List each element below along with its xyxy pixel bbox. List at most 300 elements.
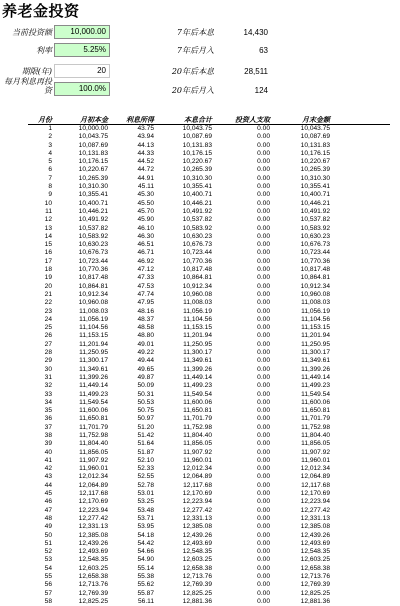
table-cell: 10,912.34 — [300, 282, 330, 290]
table-cell: 0.00 — [257, 133, 270, 141]
table-row — [0, 316, 400, 324]
table-cell: 0.00 — [257, 249, 270, 257]
table-cell: 11,449.14 — [79, 382, 108, 390]
table-cell: 11,250.95 — [183, 340, 212, 348]
table-cell: 42 — [44, 465, 52, 473]
table-cell: 12,548.35 — [182, 548, 212, 556]
table-cell: 12,170.69 — [300, 490, 330, 498]
y20-monthly-value: 124 — [254, 86, 268, 95]
table-row — [0, 349, 400, 357]
table-cell: 7 — [48, 174, 52, 182]
table-cell: 51.42 — [137, 431, 154, 439]
table-cell: 50.09 — [137, 382, 154, 390]
table-cell: 35 — [44, 407, 52, 415]
table-cell: 4 — [48, 149, 52, 157]
table-cell: 25 — [44, 324, 52, 332]
table-cell: 48 — [44, 514, 52, 522]
table-row — [0, 515, 400, 523]
table-cell: 44.91 — [137, 174, 154, 182]
table-cell: 12,825.25 — [300, 589, 330, 597]
table-cell: 10,817.48 — [78, 274, 108, 282]
table-row — [0, 573, 400, 581]
table-cell: 12,769.39 — [182, 581, 212, 589]
table-cell: 12 — [44, 216, 52, 224]
table-cell: 12,548.35 — [78, 556, 108, 564]
table-cell: 49.44 — [137, 357, 154, 365]
table-cell: 10,537.82 — [78, 224, 108, 232]
table-cell: 49.22 — [137, 349, 154, 357]
y7-balance-value: 14,430 — [243, 28, 268, 37]
table-cell: 10,355.41 — [78, 191, 108, 199]
table-cell: 0.00 — [257, 431, 270, 439]
table-cell: 11,250.95 — [79, 349, 108, 357]
table-cell: 43.94 — [137, 133, 154, 141]
table-cell: 12,658.38 — [78, 573, 108, 581]
table-cell: 26 — [44, 332, 52, 340]
table-cell: 11,960.01 — [183, 456, 212, 464]
table-row — [0, 299, 400, 307]
table-cell: 10,043.75 — [182, 125, 212, 132]
table-cell: 47.95 — [137, 299, 154, 307]
table-cell: 10,087.69 — [182, 133, 212, 141]
table-row — [0, 175, 400, 183]
table-row — [0, 391, 400, 399]
table-cell: 0.00 — [257, 224, 270, 232]
table-cell: 10,265.39 — [78, 174, 108, 182]
table-cell: 12,385.08 — [78, 531, 108, 539]
table-cell: 10,310.30 — [300, 174, 330, 182]
table-cell: 58 — [44, 597, 52, 605]
table-cell: 45.30 — [137, 191, 154, 199]
table-cell: 45.70 — [137, 207, 154, 215]
table-cell: 0.00 — [257, 174, 270, 182]
table-cell: 12,603.25 — [300, 556, 330, 564]
table-cell: 46.71 — [137, 249, 154, 257]
column-header-interest: 利息所得 — [126, 115, 154, 124]
table-cell: 11 — [45, 207, 52, 215]
table-cell: 46.10 — [137, 224, 154, 232]
table-cell: 11,907.92 — [301, 448, 330, 456]
table-cell: 11,399.26 — [79, 373, 108, 381]
monthly-reinvest-input[interactable]: 100.0% — [54, 82, 110, 96]
table-cell: 12,331.13 — [78, 523, 108, 531]
table-cell: 0.00 — [257, 548, 270, 556]
table-cell: 0.00 — [257, 481, 270, 489]
table-cell: 11,856.05 — [79, 448, 108, 456]
table-cell: 53.95 — [137, 523, 154, 531]
table-cell: 11,449.14 — [301, 373, 330, 381]
table-cell: 11,056.19 — [183, 307, 212, 315]
table-cell: 11,752.98 — [301, 423, 330, 431]
table-cell: 12,223.94 — [78, 506, 108, 514]
table-cell: 10,220.67 — [182, 158, 212, 166]
table-cell: 10,310.30 — [78, 183, 108, 191]
table-cell: 11,300.17 — [183, 349, 212, 357]
table-cell: 10,817.48 — [300, 266, 330, 274]
y7-balance-label: 7年后本息 — [176, 28, 214, 37]
table-cell: 10,912.34 — [78, 290, 108, 298]
table-row — [0, 133, 400, 141]
table-cell: 12,713.76 — [300, 573, 330, 581]
table-cell: 11,549.54 — [79, 398, 108, 406]
table-cell: 57 — [44, 589, 52, 597]
period-input[interactable]: 20 — [54, 64, 110, 78]
table-cell: 12,277.42 — [78, 514, 108, 522]
table-row — [0, 366, 400, 374]
table-cell: 30 — [44, 365, 52, 373]
table-cell: 11,201.94 — [301, 332, 330, 340]
table-cell: 12,117.68 — [183, 481, 212, 489]
table-cell: 0.00 — [257, 125, 270, 132]
table-cell: 11,250.95 — [301, 340, 330, 348]
table-cell: 0.00 — [257, 149, 270, 157]
table-cell: 0.00 — [257, 282, 270, 290]
table-cell: 0.00 — [257, 415, 270, 423]
table-row — [0, 274, 400, 282]
table-cell: 33 — [44, 390, 52, 398]
table-cell: 52.10 — [137, 456, 154, 464]
table-row — [0, 225, 400, 233]
table-row — [0, 258, 400, 266]
table-cell: 12,769.39 — [78, 589, 108, 597]
table-cell: 10,630.23 — [78, 241, 108, 249]
table-cell: 12,223.94 — [182, 498, 212, 506]
table-row — [0, 473, 400, 481]
table-cell: 10,770.36 — [300, 257, 330, 265]
table-cell: 12,439.26 — [182, 531, 212, 539]
table-cell: 32 — [44, 382, 52, 390]
table-row — [0, 241, 400, 249]
table-cell: 43.75 — [137, 125, 154, 132]
table-cell: 48.37 — [137, 315, 154, 323]
table-cell: 11,701.79 — [79, 423, 108, 431]
table-cell: 10,220.67 — [300, 158, 330, 166]
table-cell: 0.00 — [257, 448, 270, 456]
table-cell: 39 — [44, 440, 52, 448]
table-row — [0, 324, 400, 332]
table-row — [0, 540, 400, 548]
table-cell: 11,856.05 — [301, 440, 330, 448]
column-header-month: 月份 — [38, 115, 52, 124]
table-cell: 12,385.08 — [182, 523, 212, 531]
period-label: 期限(年) — [21, 67, 52, 76]
table-cell: 41 — [44, 456, 52, 464]
schedule-table-body — [0, 125, 400, 606]
table-row — [0, 482, 400, 490]
table-cell: 3 — [48, 141, 52, 149]
table-cell: 0.00 — [257, 191, 270, 199]
table-cell: 11,300.17 — [79, 357, 108, 365]
table-cell: 54.18 — [137, 531, 154, 539]
table-cell: 29 — [44, 357, 52, 365]
table-row — [0, 158, 400, 166]
table-cell: 0.00 — [257, 307, 270, 315]
table-row — [0, 432, 400, 440]
table-cell: 5 — [48, 158, 52, 166]
table-row — [0, 308, 400, 316]
table-cell: 12,713.76 — [182, 573, 212, 581]
table-cell: 53.01 — [137, 490, 154, 498]
table-cell: 45 — [44, 490, 52, 498]
current-amount-label: 当前投资额 — [12, 28, 52, 37]
table-cell: 13 — [44, 224, 52, 232]
table-cell: 44.33 — [137, 149, 154, 157]
table-cell: 0.00 — [257, 498, 270, 506]
table-cell: 0.00 — [257, 257, 270, 265]
table-row — [0, 523, 400, 531]
table-cell: 0.00 — [257, 324, 270, 332]
table-cell: 10,491.92 — [78, 216, 108, 224]
table-cell: 11,349.61 — [183, 357, 212, 365]
table-cell: 10,310.30 — [182, 174, 212, 182]
table-cell: 10,400.71 — [300, 191, 330, 199]
table-cell: 54 — [44, 564, 52, 572]
table-cell: 0.00 — [257, 456, 270, 464]
table-cell: 12,825.25 — [78, 597, 108, 605]
table-cell: 0.00 — [257, 506, 270, 514]
table-cell: 0.00 — [257, 365, 270, 373]
table-cell: 20 — [44, 282, 52, 290]
table-row — [0, 449, 400, 457]
table-cell: 49.01 — [137, 340, 154, 348]
table-cell: 10,770.36 — [78, 266, 108, 274]
table-cell: 52 — [44, 548, 52, 556]
table-row — [0, 548, 400, 556]
table-cell: 10,960.08 — [182, 290, 212, 298]
table-cell: 53.25 — [137, 498, 154, 506]
table-cell: 11,856.05 — [183, 440, 212, 448]
table-cell: 12,064.89 — [78, 481, 108, 489]
table-cell: 18 — [44, 266, 52, 274]
table-cell: 11,499.23 — [301, 382, 330, 390]
table-cell: 38 — [44, 431, 52, 439]
table-cell: 12,385.08 — [300, 523, 330, 531]
table-cell: 11,153.15 — [183, 324, 212, 332]
table-cell: 11,752.98 — [79, 431, 108, 439]
table-cell: 10,537.82 — [300, 216, 330, 224]
table-cell: 44.52 — [137, 158, 154, 166]
table-row — [0, 399, 400, 407]
table-row — [0, 142, 400, 150]
table-cell: 0.00 — [257, 490, 270, 498]
table-cell: 50 — [44, 531, 52, 539]
table-cell: 51.64 — [137, 440, 154, 448]
table-cell: 10,220.67 — [78, 166, 108, 174]
table-cell: 24 — [44, 315, 52, 323]
column-header-opening-principal: 月初本金 — [80, 115, 108, 124]
table-cell: 10,176.15 — [78, 158, 108, 166]
table-row — [0, 382, 400, 390]
table-row — [0, 424, 400, 432]
table-cell: 0.00 — [257, 357, 270, 365]
table-cell: 12,064.89 — [300, 473, 330, 481]
table-cell: 10,676.73 — [300, 241, 330, 249]
table-cell: 10,043.75 — [78, 133, 108, 141]
table-cell: 11,008.03 — [183, 299, 212, 307]
table-cell: 12,170.69 — [182, 490, 212, 498]
table-cell: 10,723.44 — [300, 249, 330, 257]
table-cell: 10,131.83 — [78, 149, 108, 157]
table-row — [0, 266, 400, 274]
table-cell: 0.00 — [257, 349, 270, 357]
table-row — [0, 590, 400, 598]
table-cell: 47 — [44, 506, 52, 514]
table-cell: 10,630.23 — [300, 232, 330, 240]
table-cell: 12,064.89 — [182, 473, 212, 481]
table-cell: 12,825.25 — [182, 589, 212, 597]
table-cell: 12,223.94 — [300, 498, 330, 506]
table-cell: 11,600.06 — [301, 398, 330, 406]
table-row — [0, 283, 400, 291]
table-cell: 46 — [44, 498, 52, 506]
table-cell: 11,399.26 — [183, 365, 212, 373]
table-cell: 10,446.21 — [78, 207, 108, 215]
table-cell: 12,658.38 — [182, 564, 212, 572]
table-row — [0, 565, 400, 573]
table-cell: 11,907.92 — [79, 456, 108, 464]
table-cell: 0.00 — [257, 158, 270, 166]
table-cell: 11,201.94 — [183, 332, 212, 340]
table-cell: 12,439.26 — [78, 539, 108, 547]
table-row — [0, 216, 400, 224]
monthly-reinvest-label: 每月利息再投资 — [4, 77, 52, 95]
table-row — [0, 341, 400, 349]
table-cell: 10,355.41 — [300, 183, 330, 191]
table-row — [0, 598, 400, 606]
table-cell: 12,117.68 — [79, 490, 108, 498]
table-cell: 0.00 — [257, 514, 270, 522]
table-row — [0, 556, 400, 564]
table-cell: 10,864.81 — [78, 282, 108, 290]
table-cell: 11,104.56 — [301, 315, 330, 323]
table-row — [0, 208, 400, 216]
table-row — [0, 291, 400, 299]
table-row — [0, 415, 400, 423]
table-cell: 0.00 — [257, 266, 270, 274]
table-cell: 0.00 — [257, 390, 270, 398]
table-cell: 10,676.73 — [182, 241, 212, 249]
table-cell: 12,012.34 — [182, 465, 212, 473]
table-cell: 0.00 — [257, 581, 270, 589]
table-cell: 49 — [44, 523, 52, 531]
table-cell: 11,056.19 — [301, 307, 330, 315]
table-cell: 12,331.13 — [300, 514, 330, 522]
table-cell: 54.66 — [137, 548, 154, 556]
table-cell: 11,153.15 — [301, 324, 330, 332]
table-cell: 11,549.54 — [183, 390, 212, 398]
table-cell: 45.50 — [137, 199, 154, 207]
table-cell: 0.00 — [257, 290, 270, 298]
table-cell: 0.00 — [257, 232, 270, 240]
table-cell: 11,300.17 — [301, 349, 330, 357]
table-cell: 10,537.82 — [182, 216, 212, 224]
table-cell: 0.00 — [257, 332, 270, 340]
table-cell: 11,650.81 — [301, 407, 330, 415]
table-cell: 40 — [44, 448, 52, 456]
table-cell: 10,491.92 — [300, 207, 330, 215]
table-cell: 55.38 — [137, 573, 154, 581]
table-cell: 28 — [44, 349, 52, 357]
table-cell: 50.75 — [137, 407, 154, 415]
table-cell: 11,399.26 — [301, 365, 330, 373]
table-cell: 48.58 — [137, 324, 154, 332]
table-cell: 19 — [44, 274, 52, 282]
table-cell: 10,583.92 — [300, 224, 330, 232]
table-cell: 55.87 — [137, 589, 154, 597]
table-cell: 52.55 — [137, 473, 154, 481]
table-row — [0, 249, 400, 257]
table-cell: 12,769.39 — [300, 581, 330, 589]
table-cell: 0.00 — [257, 589, 270, 597]
table-cell: 12,170.69 — [78, 498, 108, 506]
table-cell: 12,277.42 — [182, 506, 212, 514]
table-cell: 2 — [48, 133, 52, 141]
table-cell: 0.00 — [257, 241, 270, 249]
table-cell: 46.51 — [137, 241, 154, 249]
table-cell: 10,265.39 — [182, 166, 212, 174]
table-cell: 53.48 — [137, 506, 154, 514]
y7-monthly-value: 63 — [259, 46, 268, 55]
table-cell: 45.11 — [137, 183, 154, 191]
table-cell: 11,804.40 — [183, 431, 212, 439]
y7-monthly-label: 7年后月入 — [176, 46, 214, 55]
table-cell: 11,752.98 — [183, 423, 212, 431]
table-cell: 47.74 — [137, 290, 154, 298]
table-cell: 0.00 — [257, 141, 270, 149]
table-row — [0, 191, 400, 199]
table-cell: 11,650.81 — [79, 415, 108, 423]
table-cell: 10,864.81 — [300, 274, 330, 282]
table-cell: 0.00 — [257, 299, 270, 307]
table-cell: 55 — [44, 573, 52, 581]
interest-rate-label: 利率 — [36, 46, 52, 55]
table-row — [0, 581, 400, 589]
table-cell: 0.00 — [257, 207, 270, 215]
table-row — [0, 532, 400, 540]
table-cell: 0.00 — [257, 199, 270, 207]
table-row — [0, 332, 400, 340]
interest-rate-input[interactable]: 5.25% — [54, 43, 110, 57]
table-cell: 55.62 — [137, 581, 154, 589]
table-cell: 27 — [44, 340, 52, 348]
table-cell: 12,277.42 — [300, 506, 330, 514]
table-cell: 11,449.14 — [183, 373, 212, 381]
table-cell: 10,355.41 — [182, 183, 212, 191]
table-cell: 11,549.54 — [301, 390, 330, 398]
table-row — [0, 233, 400, 241]
table-cell: 0.00 — [257, 373, 270, 381]
table-cell: 52.33 — [137, 465, 154, 473]
table-cell: 12,603.25 — [182, 556, 212, 564]
table-cell: 10,491.92 — [182, 207, 212, 215]
table-cell: 12,881.36 — [300, 597, 330, 605]
table-cell: 10,446.21 — [182, 199, 212, 207]
current-amount-input[interactable]: 10,000.00 — [54, 25, 110, 39]
table-cell: 10,000.00 — [78, 125, 108, 132]
table-row — [0, 166, 400, 174]
table-cell: 12,012.34 — [78, 473, 108, 481]
table-row — [0, 150, 400, 158]
table-cell: 10,676.73 — [78, 249, 108, 257]
table-cell: 50.31 — [137, 390, 154, 398]
table-cell: 0.00 — [257, 539, 270, 547]
table-cell: 11,056.19 — [79, 315, 108, 323]
table-cell: 36 — [44, 415, 52, 423]
table-row — [0, 200, 400, 208]
sheet-title: 养老金投资 — [2, 2, 80, 20]
table-cell: 11,349.61 — [301, 357, 330, 365]
table-row — [0, 498, 400, 506]
